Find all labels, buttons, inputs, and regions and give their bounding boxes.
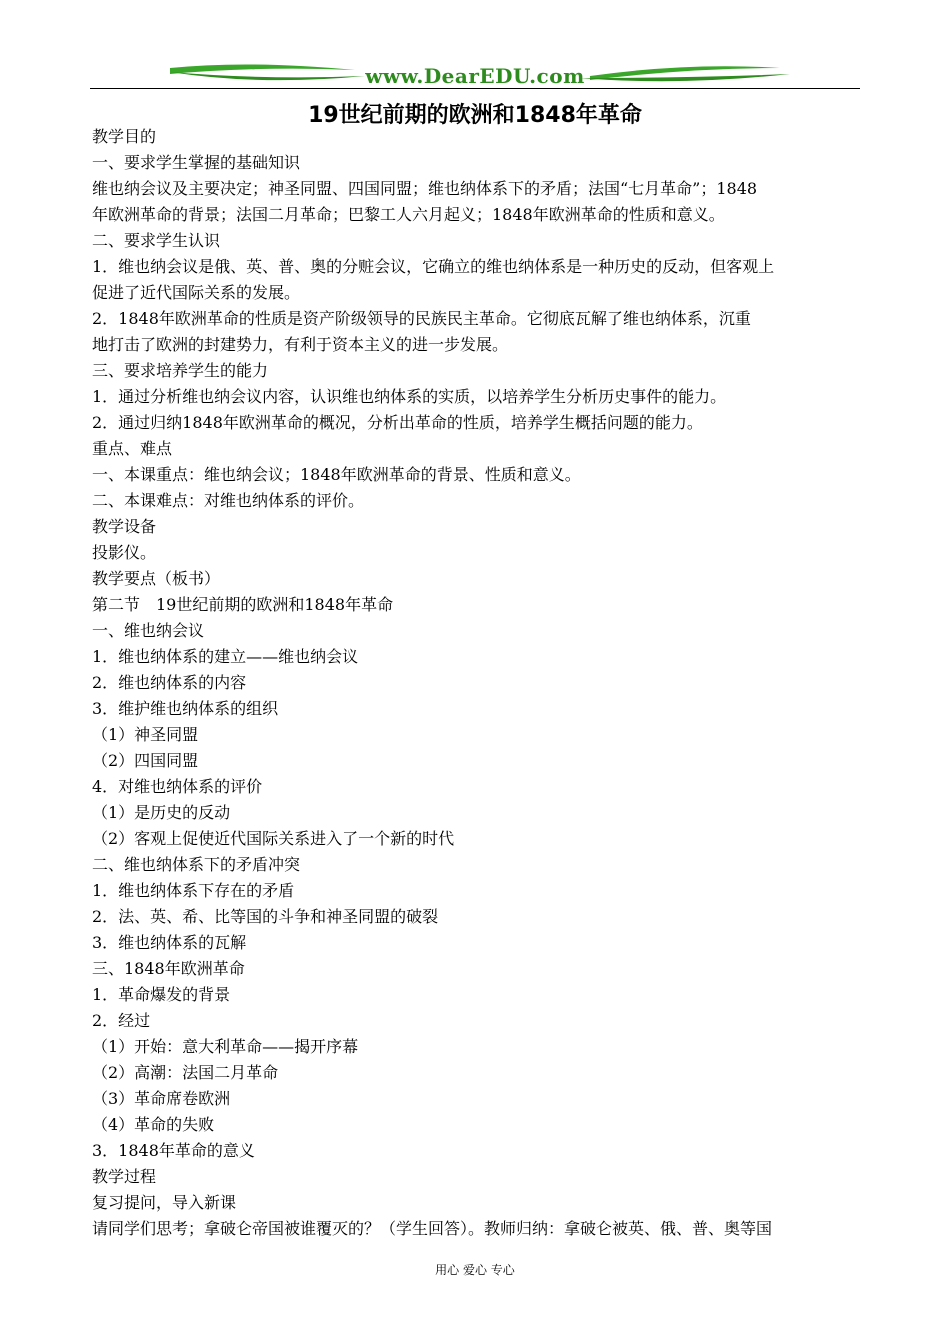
text-line: 年欧洲革命的背景；法国二月革命；巴黎工人六月起义；1848年欧洲革命的性质和意义。 [92,205,725,224]
text-line: 3．1848年革命的意义 [92,1141,255,1160]
page-footer: 用心 爱心 专心 [435,1263,515,1277]
site-logo-banner [90,56,860,92]
text-line: 2．维也纳体系的内容 [92,673,247,692]
text-line: 第二节 19世纪前期的欧洲和1848年革命 [92,595,394,614]
text-line: 教学目的 [92,127,157,146]
page-title: 19世纪前期的欧洲和1848年革命 [308,103,642,128]
text-line: （2）高潮：法国二月革命 [92,1063,279,1082]
text-line: 教学过程 [92,1167,157,1186]
text-line: 教学设备 [92,517,157,536]
text-line: （2）客观上促使近代国际关系进入了一个新的时代 [92,829,455,848]
text-line: （2）四国同盟 [92,751,199,770]
text-line: 1．维也纳体系的建立——维也纳会议 [92,647,359,666]
text-line: 促进了近代国际关系的发展。 [92,283,301,302]
text-line: （1）开始：意大利革命——揭开序幕 [92,1037,359,1056]
text-line: 二、本课难点：对维也纳体系的评价。 [92,491,365,510]
text-line: 3．维护维也纳体系的组织 [92,699,279,718]
text-line: 2．经过 [92,1011,151,1030]
text-line: 三、1848年欧洲革命 [92,959,245,978]
text-line: 3．维也纳体系的瓦解 [92,933,247,952]
text-line: 1．通过分析维也纳会议内容，认识维也纳体系的实质，以培养学生分析历史事件的能力。 [92,387,727,406]
text-line: 2．法、英、希、比等国的斗争和神圣同盟的破裂 [92,907,439,926]
text-line: （3）革命席卷欧洲 [92,1089,231,1108]
text-line: 一、要求学生掌握的基础知识 [92,153,301,172]
text-line: 4．对维也纳体系的评价 [92,777,263,796]
text-line: 1．革命爆发的背景 [92,985,231,1004]
text-line: 投影仪。 [92,543,157,562]
text-line: 地打击了欧洲的封建势力，有利于资本主义的进一步发展。 [92,335,509,354]
text-line: 复习提问，导入新课 [92,1193,237,1212]
text-line: 维也纳会议及主要决定；神圣同盟、四国同盟；维也纳体系下的矛盾；法国“七月革命”；1848 [92,179,758,198]
text-line: 教学要点（板书） [92,569,221,588]
text-line: 二、维也纳体系下的矛盾冲突 [92,855,301,874]
text-line: 一、维也纳会议 [92,621,205,640]
text-line: （4）革命的失败 [92,1115,215,1134]
site-logo-text: www.DearEDU.com [365,64,585,88]
text-line: 一、本课重点：维也纳会议；1848年欧洲革命的背景、性质和意义。 [92,465,581,484]
text-line: 三、要求培养学生的能力 [92,361,269,380]
text-line: 重点、难点 [92,439,173,458]
text-line: 1．维也纳体系下存在的矛盾 [92,881,295,900]
text-line: 2．通过归纳1848年欧洲革命的概况，分析出革命的性质，培养学生概括问题的能力。 [92,413,703,432]
text-line: 2．1848年欧洲革命的性质是资产阶级领导的民族民主革命。它彻底瓦解了维也纳体系，沉重 [92,309,751,328]
text-line: 请同学们思考；拿破仑帝国被谁覆灭的？（学生回答）。教师归纳：拿破仑被英、俄、普、奥等国 [92,1219,773,1238]
text-line: 1．维也纳会议是俄、英、普、奥的分赃会议，它确立的维也纳体系是一种历史的反动，但客观上 [92,257,775,276]
header-divider [90,88,860,89]
document-body [92,124,862,1242]
text-line: 二、要求学生认识 [92,231,221,250]
text-line: （1）神圣同盟 [92,725,199,744]
text-line: （1）是历史的反动 [92,803,231,822]
